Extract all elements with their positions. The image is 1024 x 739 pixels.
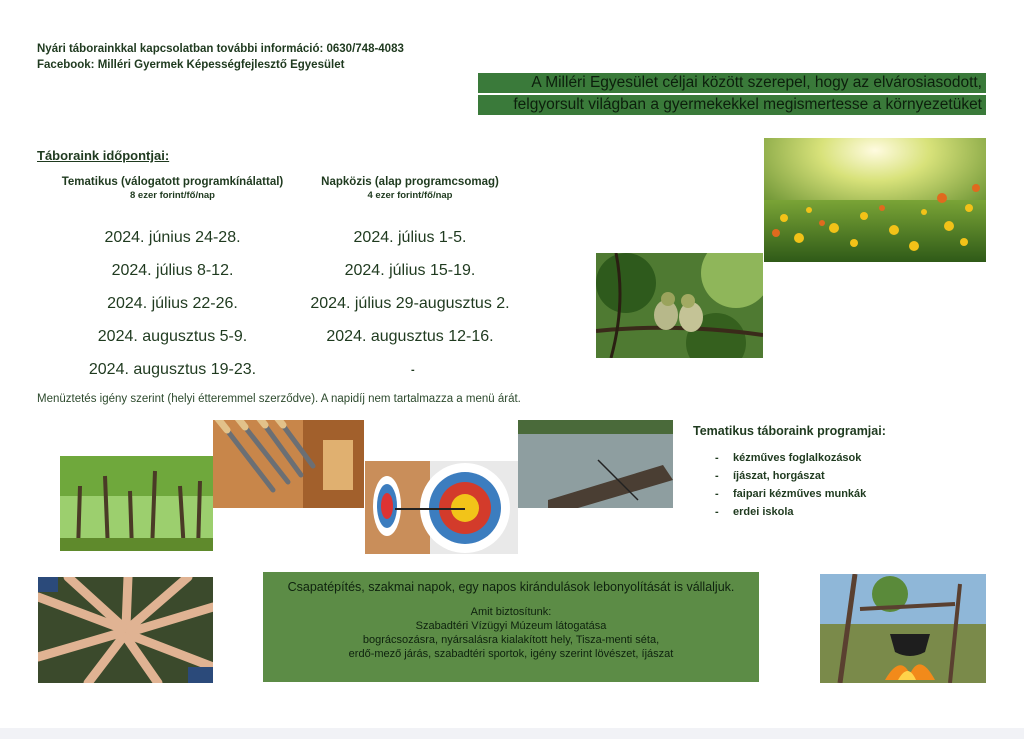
banner-line-2: felgyorsult világban a gyermekekkel megismertesse a környezetüket: [478, 95, 986, 115]
facebook-line: Facebook: Milléri Gyermek Képességfejlesztő Egyesület: [37, 59, 345, 71]
services-row: bográcsozásra, nyársalásra kialakított hely, Tisza-menti séta,: [362, 634, 660, 646]
campfire-cauldron-photo: [820, 574, 986, 683]
services-provide-title: Amit biztosítunk:: [470, 606, 552, 618]
birds-image: [596, 253, 763, 358]
hands-image: [38, 577, 213, 683]
program-item: - íjászat, horgászat: [715, 467, 866, 485]
daycamp-date: 2024. július 15-19.: [344, 262, 476, 279]
page-bottom-edge: [0, 728, 1024, 739]
daycamp-price: 4 ezer forint/fő/nap: [367, 190, 453, 201]
mission-banner: [478, 73, 986, 117]
thematic-heading: Tematikus (válogatott programkínálattal): [61, 176, 284, 188]
chisels-photo: [213, 420, 364, 508]
services-headline: Csapatépítés, szakmai napok, egy napos kirándulások lebonyolítását is vállaljuk.: [287, 580, 735, 594]
thematic-date: 2024. július 8-12.: [111, 262, 234, 279]
programs-list: [715, 449, 866, 521]
thematic-date: 2024. június 24-28.: [104, 229, 241, 246]
services-box: [263, 572, 759, 682]
campfire-image: [820, 574, 986, 683]
fishing-pier-photo: [518, 420, 673, 508]
meadow-image: [764, 138, 986, 262]
thematic-price: 8 ezer forint/fő/nap: [130, 190, 215, 201]
banner-line-1: A Milléri Egyesület céljai között szerepel, hogy az elvárosiasodott,: [478, 73, 986, 93]
daycamp-column: [300, 176, 520, 201]
daycamp-date: 2024. július 29-augusztus 2.: [310, 295, 510, 312]
meadow-photo: [764, 138, 986, 262]
phone-line: Nyári táborainkkal kapcsolatban további információ: 0630/748-4083: [37, 43, 404, 55]
archery-image: [365, 461, 518, 554]
services-row: Szabadtéri Vízügyi Múzeum látogatása: [415, 620, 607, 632]
daycamp-date: 2024. augusztus 12-16.: [326, 328, 494, 345]
thematic-date: 2024. július 22-26.: [107, 295, 238, 312]
forest-photo: [60, 456, 213, 551]
chisels-image: [213, 420, 364, 508]
programs-title: Tematikus táboraink programjai:: [693, 424, 886, 438]
thematic-date: 2024. augusztus 19-23.: [88, 361, 257, 378]
daycamp-heading: Napközis (alap programcsomag): [321, 176, 499, 188]
forest-image: [60, 456, 213, 551]
program-item: - faipari kézműves munkák: [715, 485, 866, 503]
archery-target-photo: [365, 461, 518, 554]
thematic-column: [40, 176, 305, 201]
schedule-title: Táboraink időpontjai:: [37, 148, 170, 163]
lake-image: [518, 420, 673, 508]
daycamp-date: 2024. július 1-5.: [353, 229, 467, 246]
contact-info: [37, 41, 404, 73]
program-item: - erdei iskola: [715, 503, 866, 521]
menu-note: Menüztetés igény szerint (helyi étteremmel szerződve). A napidíj nem tartalmazza a menü árát.: [37, 393, 521, 405]
services-row: erdő-mező járás, szabadtéri sportok, igény szerint lövészet, íjászat: [348, 648, 674, 660]
daycamp-dash: -: [411, 364, 415, 376]
team-hands-photo: [38, 577, 213, 683]
program-item: - kézműves foglalkozások: [715, 449, 866, 467]
birds-photo: [596, 253, 763, 358]
thematic-date: 2024. augusztus 5-9.: [97, 328, 248, 345]
